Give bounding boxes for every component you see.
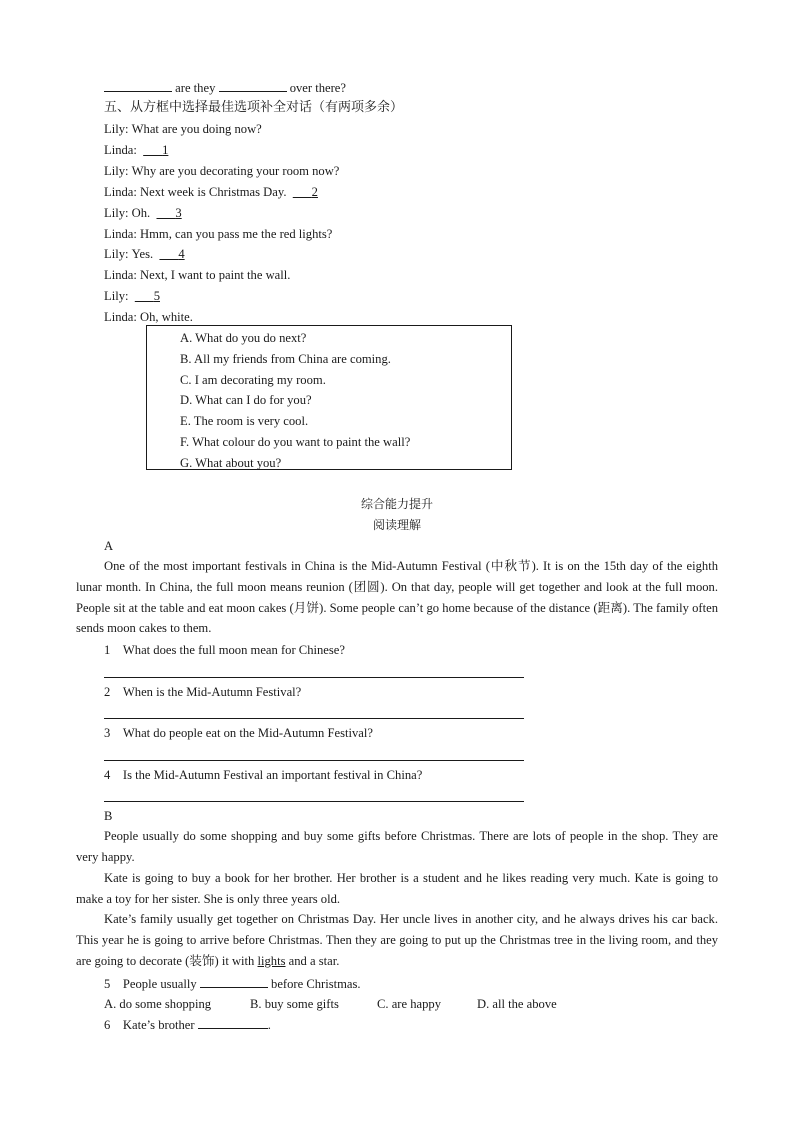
speaker: Linda:: [104, 268, 137, 282]
dialogue-line-9: [104, 288, 160, 304]
q5-option-c: C. are happy: [377, 997, 441, 1011]
blank-number[interactable]: 1: [162, 143, 169, 157]
passage-b-label: B: [104, 809, 113, 823]
passage-a-text: One of the most important festivals in China is the Mid-Autumn Festival (中秋节). It is on the 15th day of the eighth lunar month. In China, the full moon means reunion (团圆). On that day, people will get together and look at the full moon. People sit at the table and eat moon cakes (月饼). Some people can’t go home because of the distance (距离). The family often sends moon cakes to them.: [76, 559, 718, 636]
dialogue-line-1: [104, 121, 262, 137]
blank-number[interactable]: 5: [153, 289, 160, 303]
option-e: E. The room is very cool.: [180, 414, 309, 428]
dialogue-line-3: [104, 163, 339, 179]
speaker: Lily:: [104, 206, 129, 220]
answer-line-3[interactable]: [104, 760, 524, 761]
question-6: [104, 1016, 271, 1033]
speaker: Linda:: [104, 185, 137, 199]
dialogue-line-2: [104, 142, 168, 158]
dialogue-text: Oh, white.: [140, 310, 193, 324]
blank-number[interactable]: 4: [178, 247, 185, 261]
answer-line-2[interactable]: [104, 718, 524, 719]
answer-blank[interactable]: [198, 1016, 268, 1029]
speaker: Lily:: [104, 164, 129, 178]
question-text: What does the full moon mean for Chinese?: [122, 643, 345, 657]
text-fragment: are they: [175, 81, 216, 95]
para-text: and a star.: [285, 953, 340, 968]
speaker: Lily:: [104, 289, 129, 303]
speaker: Linda:: [104, 310, 137, 324]
passage-b-para-2: Kate is going to buy a book for her brother. Her brother is a student and he likes reading very much. Kate is going to make a toy for her sister. She is only three years old.: [76, 871, 718, 906]
underlined-word: lights: [257, 953, 286, 968]
question-number: 3: [104, 726, 111, 740]
text-fragment: over there?: [289, 81, 346, 95]
answer-blank[interactable]: [219, 79, 287, 92]
dialogue-line-6: [104, 226, 332, 242]
option-f: F. What colour do you want to paint the wall?: [180, 435, 411, 449]
question-5: [104, 975, 361, 992]
option-d: D. What can I do for you?: [180, 393, 312, 407]
question-number: 5: [104, 977, 111, 991]
question-number: 1: [104, 643, 111, 657]
passage-a-label: A: [104, 539, 114, 553]
blank-number[interactable]: 3: [175, 206, 182, 220]
speaker: Lily:: [104, 247, 129, 261]
answer-line-4[interactable]: [104, 801, 524, 802]
question-text: What do people eat on the Mid-Autumn Festival?: [122, 726, 373, 740]
q5-option-a: A. do some shopping: [104, 997, 212, 1011]
question-4: [104, 767, 422, 783]
question-number: 4: [104, 768, 111, 782]
answer-line-1[interactable]: [104, 677, 524, 678]
passage-b-para-3: [76, 909, 718, 971]
dialogue-text: Next, I want to paint the wall.: [140, 268, 291, 282]
question-1: [104, 642, 345, 658]
question-2: [104, 684, 301, 700]
blank-number[interactable]: 2: [311, 185, 318, 199]
reading-title: 阅读理解: [372, 518, 421, 532]
fill-in-line: [104, 79, 346, 96]
q5-option-b: B. buy some gifts: [250, 997, 339, 1011]
question-text: Is the Mid-Autumn Festival an important festival in China?: [122, 768, 423, 782]
dialogue-text: Next week is Christmas Day.: [140, 185, 287, 199]
question-number: 6: [104, 1018, 111, 1032]
dialogue-text: Hmm, can you pass me the red lights?: [140, 227, 333, 241]
question-text: .: [267, 1018, 271, 1032]
question-text: When is the Mid-Autumn Festival?: [122, 685, 302, 699]
question-text: People usually: [122, 977, 197, 991]
question-text: before Christmas.: [271, 977, 361, 991]
option-a: A. What do you do next?: [180, 331, 307, 345]
question-3: [104, 725, 373, 741]
question-text: Kate’s brother: [122, 1018, 195, 1032]
question-number: 2: [104, 685, 111, 699]
option-b: B. All my friends from China are coming.: [180, 352, 391, 366]
para-text: Kate’s family usually get together on Christmas Day. Her uncle lives in another city, and he always drives his car back. This year he is going to arrive before Christmas. Then they are going to put up the Christmas tree in the living room, and they are going to decorate (装饰) it with: [76, 912, 718, 968]
q5-option-d: D. all the above: [477, 997, 557, 1011]
answer-blank[interactable]: [200, 975, 268, 988]
dialogue-line-10: [104, 309, 193, 325]
speaker: Linda:: [104, 227, 137, 241]
section-title: 综合能力提升: [360, 497, 433, 511]
options-box: [146, 325, 512, 470]
dialogue-line-8: [104, 267, 290, 283]
dialogue-text: Oh.: [131, 206, 151, 220]
dialogue-line-5: [104, 205, 182, 221]
section-5-title: 五、从方框中选择最佳选项补全对话（有两项多余）: [104, 100, 404, 115]
speaker: Lily:: [104, 122, 129, 136]
option-g: G. What about you?: [180, 456, 282, 470]
speaker: Linda:: [104, 143, 137, 157]
option-c: C. I am decorating my room.: [180, 373, 326, 387]
passage-b-para-1: People usually do some shopping and buy some gifts before Christmas. There are lots of people in the shop. They are very happy.: [76, 829, 718, 864]
dialogue-text: Yes.: [131, 247, 154, 261]
dialogue-text: What are you doing now?: [131, 122, 262, 136]
dialogue-line-4: [104, 184, 318, 200]
dialogue-text: Why are you decorating your room now?: [131, 164, 340, 178]
answer-blank[interactable]: [104, 79, 172, 92]
dialogue-line-7: [104, 246, 185, 262]
